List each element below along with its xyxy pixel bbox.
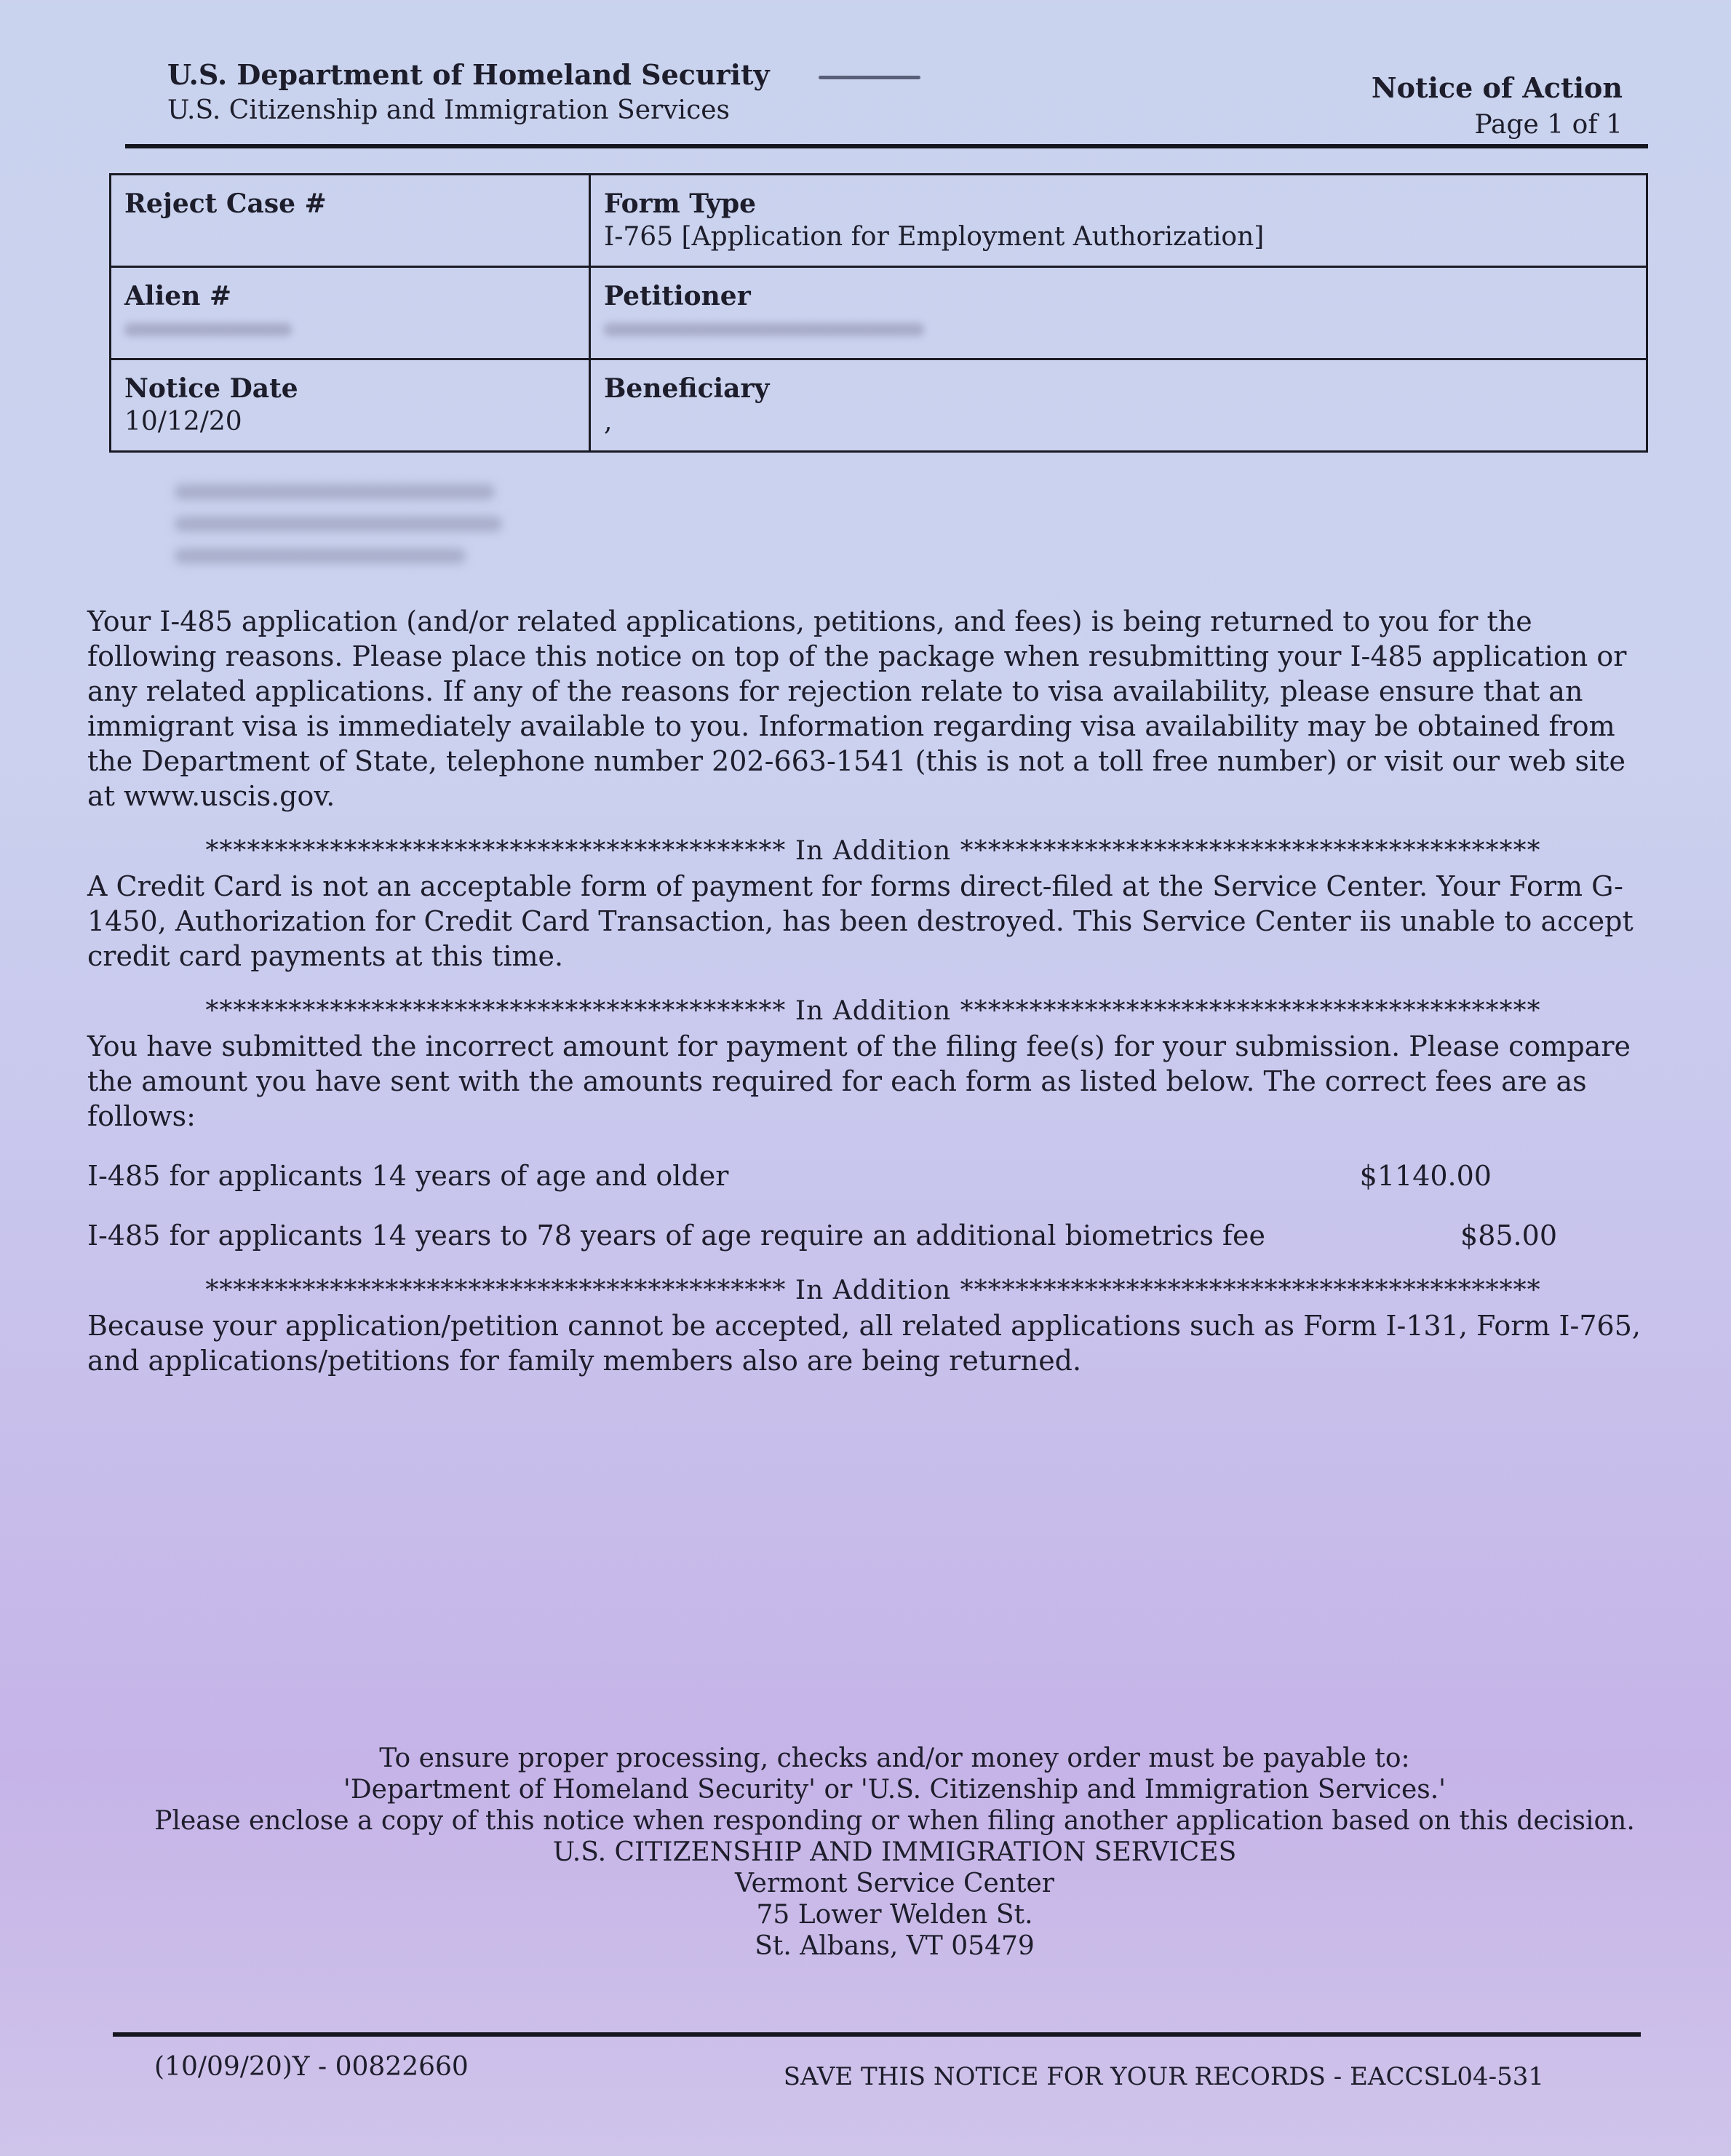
fee-amount: $85.00 — [1460, 1220, 1557, 1252]
intro-paragraph: Your I-485 application (and/or related applications, petitions, and fees) is being returned to you for the following reasons. Please place this notice on top of the package when resubmitting your I-485 application or any related applications. If any of the reasons for rejection relate to visa availability, please ensure that an immigrant visa is immediately available to you. Information regarding visa availability may be obtained from the Department of State, telephone number 202-663-1541 (this is not a toll free number) or visit our web site at www.uscis.gov. — [87, 605, 1627, 812]
beneficiary-label: Beneficiary — [604, 373, 770, 404]
top-rule — [125, 144, 1648, 148]
notice-date-cell — [111, 359, 590, 452]
street-line: 75 Lower Welden St. — [756, 1900, 1033, 1930]
beneficiary-value: , — [604, 407, 613, 437]
in-addition-separator: ****************************************** In Addition ****************************************** — [205, 836, 1541, 866]
payable-line: To ensure proper processing, checks and/or money order must be payable to: — [379, 1743, 1410, 1773]
form-type-value: I-765 [Application for Employment Authorization] — [604, 222, 1265, 252]
in-addition-separator: ****************************************** In Addition ****************************************** — [205, 996, 1541, 1026]
notice-code: (10/09/20)Y - 00822660 — [154, 2052, 469, 2082]
uscis-line: U.S. CITIZENSHIP AND IMMIGRATION SERVICES — [552, 1837, 1237, 1867]
city-line: St. Albans, VT 05479 — [755, 1931, 1035, 1961]
service-center-line: Vermont Service Center — [734, 1869, 1055, 1898]
incorrect-fee-paragraph: You have submitted the incorrect amount for payment of the filing fee(s) for your submission. Please compare the amount you have sent with the amounts required for each form as listed below. The correct fees are as follows: — [87, 1030, 1631, 1132]
fee-row — [87, 1218, 1659, 1253]
petitioner-label: Petitioner — [604, 281, 751, 311]
form-type-cell — [590, 175, 1647, 267]
form-type-label: Form Type — [604, 188, 757, 219]
redacted-address — [175, 484, 502, 580]
petitioner-cell — [590, 267, 1647, 359]
credit-card-paragraph: A Credit Card is not an acceptable form of payment for forms direct-filed at the Service Center. Your Form G-1450, Authorization for Credit Card Transaction, has been destroyed. This Service Center iis unable to accept credit card payments at this time. — [87, 870, 1633, 972]
notice-date-value: 10/12/20 — [124, 407, 242, 437]
reject-case-cell — [111, 175, 590, 267]
fee-label: I-485 for applicants 14 years to 78 years of age require an additional biometrics fee — [87, 1220, 1265, 1252]
bottom-rule — [113, 2032, 1641, 2037]
staple-mark — [819, 76, 920, 79]
notice-title: Notice of Action — [1371, 71, 1623, 104]
notice-header — [1372, 71, 1623, 140]
agency-name: U.S. Department of Homeland Security — [167, 58, 770, 91]
notice-sheet — [29, 0, 1703, 2156]
alien-number-label: Alien # — [124, 281, 232, 311]
redacted-petitioner — [604, 323, 924, 336]
case-info-table — [109, 173, 1648, 453]
agency-header — [167, 58, 770, 125]
beneficiary-cell — [590, 359, 1647, 452]
payment-instructions — [29, 1743, 1731, 1962]
related-applications-paragraph: Because your application/petition cannot be accepted, all related applications such as Form I-131, Form I-765, and applications/petitions for family members also are being returned. — [87, 1310, 1641, 1377]
redacted-alien-number — [124, 323, 292, 336]
fee-amount: $1140.00 — [1359, 1160, 1492, 1192]
notice-date-label: Notice Date — [124, 373, 298, 404]
alien-number-cell — [111, 267, 590, 359]
page-info: Page 1 of 1 — [1474, 110, 1623, 140]
sub-agency-name: U.S. Citizenship and Immigration Services — [167, 95, 731, 125]
enclose-line: Please enclose a copy of this notice when responding or when filing another application based on this decision. — [154, 1806, 1635, 1836]
in-addition-separator: ****************************************** In Addition ****************************************** — [205, 1276, 1541, 1305]
payee-line: 'Department of Homeland Security' or 'U.S. Citizenship and Immigration Services.' — [343, 1775, 1447, 1805]
fee-label: I-485 for applicants 14 years of age and older — [87, 1160, 729, 1192]
reject-case-label: Reject Case # — [124, 188, 327, 219]
save-notice-line: SAVE THIS NOTICE FOR YOUR RECORDS - EACCSL04-531 — [783, 2062, 1544, 2091]
notice-body — [87, 604, 1659, 1378]
fee-row — [87, 1158, 1659, 1193]
